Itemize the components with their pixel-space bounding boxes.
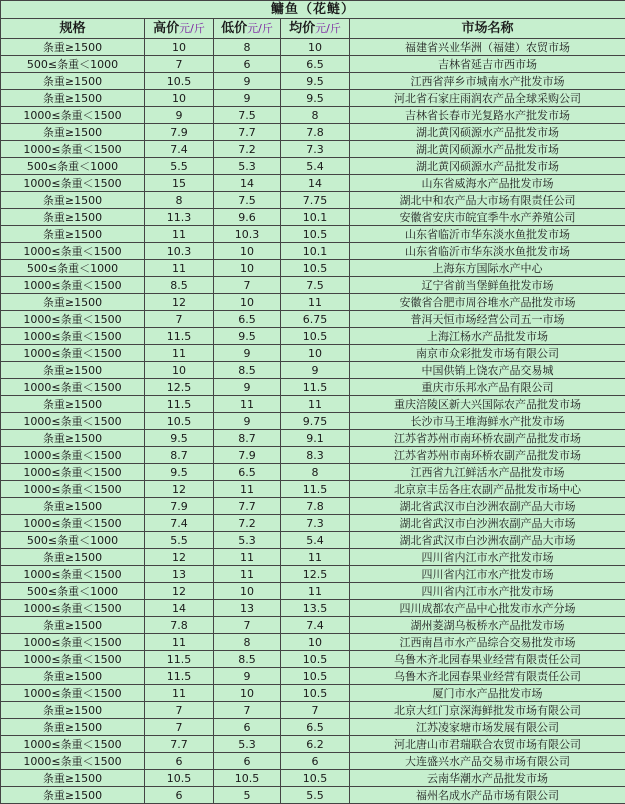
cell-low-price: 7: [214, 277, 281, 294]
table-row: [1, 260, 625, 277]
cell-market: 安徽省安庆市皖宜季牛水产养殖公司: [350, 209, 625, 226]
cell-market: 山东省威海水产品批发市场: [350, 175, 625, 192]
cell-avg-price: 11.5: [281, 481, 350, 498]
cell-market: 北京京丰岳各庄农副产品批发市场中心: [350, 481, 625, 498]
cell-spec: 1000≤条重＜1500: [1, 447, 145, 464]
cell-low-price: 11: [214, 566, 281, 583]
cell-avg-price: 7: [281, 702, 350, 719]
cell-market: 山东省临沂市华东淡水鱼批发市场: [350, 243, 625, 260]
table-row: [1, 328, 625, 345]
cell-high-price: 7: [145, 311, 214, 328]
cell-spec: 1000≤条重＜1500: [1, 685, 145, 702]
cell-high-price: 7: [145, 719, 214, 736]
cell-high-price: 8.5: [145, 277, 214, 294]
cell-low-price: 10: [214, 294, 281, 311]
cell-avg-price: 10.1: [281, 209, 350, 226]
cell-market: 福州名成水产品市场有限公司: [350, 787, 625, 804]
header-avg-price: [281, 19, 350, 39]
cell-spec: 条重≥1500: [1, 549, 145, 566]
header-market: 市场名称: [350, 19, 625, 39]
cell-market: 重庆市乐邦水产品有限公司: [350, 379, 625, 396]
title-row: [1, 1, 625, 19]
table-row: [1, 107, 625, 124]
cell-high-price: 11.5: [145, 396, 214, 413]
cell-spec: 条重≥1500: [1, 430, 145, 447]
table-row: [1, 175, 625, 192]
cell-high-price: 7.9: [145, 124, 214, 141]
cell-low-price: 10: [214, 243, 281, 260]
cell-market: 湖北省武汉市白沙洲农副产品大市场: [350, 532, 625, 549]
cell-spec: 1000≤条重＜1500: [1, 634, 145, 651]
cell-avg-price: 10.5: [281, 226, 350, 243]
cell-avg-price: 10: [281, 634, 350, 651]
cell-market: 大连盛兴水产品交易市场有限公司: [350, 753, 625, 770]
cell-low-price: 5: [214, 787, 281, 804]
cell-low-price: 7.5: [214, 192, 281, 209]
cell-market: 四川省内江市水产批发市场: [350, 566, 625, 583]
table-row: [1, 515, 625, 532]
cell-low-price: 9: [214, 379, 281, 396]
cell-avg-price: 6.2: [281, 736, 350, 753]
cell-market: 江西省九江鲜活水产品批发市场: [350, 464, 625, 481]
table-row: [1, 294, 625, 311]
table-row: [1, 90, 625, 107]
cell-spec: 1000≤条重＜1500: [1, 600, 145, 617]
cell-avg-price: 8: [281, 464, 350, 481]
cell-market: 云南华潮水产品批发市场: [350, 770, 625, 787]
cell-market: 河北唐山市君瑞联合农贸市场有限公司: [350, 736, 625, 753]
cell-low-price: 9.6: [214, 209, 281, 226]
cell-high-price: 10.5: [145, 73, 214, 90]
table-row: [1, 209, 625, 226]
cell-avg-price: 13.5: [281, 600, 350, 617]
cell-high-price: 13: [145, 566, 214, 583]
cell-market: 北京大红门京深海鲜批发市场有限公司: [350, 702, 625, 719]
cell-low-price: 11: [214, 481, 281, 498]
cell-avg-price: 7.4: [281, 617, 350, 634]
table-row: [1, 345, 625, 362]
cell-spec: 条重≥1500: [1, 362, 145, 379]
table-row: [1, 498, 625, 515]
cell-avg-price: 5.4: [281, 532, 350, 549]
header-high-unit: 元/斤: [179, 22, 205, 35]
header-low-price: [214, 19, 281, 39]
cell-low-price: 11: [214, 549, 281, 566]
table-row: [1, 719, 625, 736]
cell-high-price: 7: [145, 702, 214, 719]
cell-high-price: 12: [145, 583, 214, 600]
table-row: [1, 685, 625, 702]
cell-avg-price: 9: [281, 362, 350, 379]
cell-high-price: 7: [145, 56, 214, 73]
cell-avg-price: 7.3: [281, 141, 350, 158]
cell-avg-price: 8.3: [281, 447, 350, 464]
cell-spec: 条重≥1500: [1, 770, 145, 787]
cell-high-price: 7.7: [145, 736, 214, 753]
cell-low-price: 11: [214, 396, 281, 413]
cell-spec: 条重≥1500: [1, 39, 145, 56]
cell-market: 辽宁省前当堡鲜鱼批发市场: [350, 277, 625, 294]
cell-high-price: 5.5: [145, 532, 214, 549]
cell-low-price: 7.7: [214, 498, 281, 515]
cell-high-price: 10.5: [145, 413, 214, 430]
cell-low-price: 10.3: [214, 226, 281, 243]
cell-avg-price: 9.1: [281, 430, 350, 447]
cell-high-price: 9: [145, 107, 214, 124]
cell-low-price: 8: [214, 634, 281, 651]
table-row: [1, 583, 625, 600]
table-row: [1, 481, 625, 498]
cell-spec: 条重≥1500: [1, 396, 145, 413]
cell-market: 江西南昌市水产品综合交易批发市场: [350, 634, 625, 651]
cell-high-price: 12.5: [145, 379, 214, 396]
cell-market: 四川省内江市水产批发市场: [350, 583, 625, 600]
cell-spec: 1000≤条重＜1500: [1, 413, 145, 430]
cell-high-price: 10.5: [145, 770, 214, 787]
table-row: [1, 668, 625, 685]
cell-market: 湖北省武汉市白沙洲农副产品大市场: [350, 515, 625, 532]
cell-spec: 1000≤条重＜1500: [1, 243, 145, 260]
cell-high-price: 11: [145, 345, 214, 362]
cell-avg-price: 14: [281, 175, 350, 192]
cell-market: 上海江杨水产品批发市场: [350, 328, 625, 345]
cell-high-price: 11: [145, 226, 214, 243]
table-row: [1, 617, 625, 634]
cell-market: 湖北省武汉市白沙洲农副产品大市场: [350, 498, 625, 515]
table-row: [1, 566, 625, 583]
cell-market: 四川省内江市水产批发市场: [350, 549, 625, 566]
cell-low-price: 10: [214, 583, 281, 600]
cell-spec: 条重≥1500: [1, 294, 145, 311]
header-low-unit: 元/斤: [247, 22, 273, 35]
cell-spec: 1000≤条重＜1500: [1, 175, 145, 192]
cell-high-price: 11.5: [145, 651, 214, 668]
cell-market: 长沙市马王堆海鲜水产批发市场: [350, 413, 625, 430]
cell-low-price: 7.2: [214, 141, 281, 158]
cell-avg-price: 5.5: [281, 787, 350, 804]
cell-spec: 1000≤条重＜1500: [1, 141, 145, 158]
cell-high-price: 6: [145, 753, 214, 770]
cell-avg-price: 9.5: [281, 90, 350, 107]
cell-high-price: 10.3: [145, 243, 214, 260]
cell-low-price: 9: [214, 90, 281, 107]
cell-avg-price: 10.5: [281, 328, 350, 345]
cell-high-price: 7.4: [145, 515, 214, 532]
table-row: [1, 413, 625, 430]
table-row: [1, 634, 625, 651]
cell-avg-price: 7.8: [281, 498, 350, 515]
cell-avg-price: 10.5: [281, 651, 350, 668]
cell-high-price: 12: [145, 549, 214, 566]
table-row: [1, 651, 625, 668]
cell-high-price: 11.5: [145, 668, 214, 685]
cell-spec: 500≤条重＜1000: [1, 583, 145, 600]
cell-spec: 1000≤条重＜1500: [1, 753, 145, 770]
cell-avg-price: 11: [281, 294, 350, 311]
cell-spec: 1000≤条重＜1500: [1, 379, 145, 396]
cell-avg-price: 10.5: [281, 685, 350, 702]
cell-low-price: 9: [214, 413, 281, 430]
cell-spec: 500≤条重＜1000: [1, 158, 145, 175]
cell-high-price: 7.8: [145, 617, 214, 634]
cell-market: 重庆涪陵区新大兴国际农产品批发市场: [350, 396, 625, 413]
header-low-label: 低价: [221, 21, 248, 36]
cell-high-price: 8: [145, 192, 214, 209]
cell-high-price: 9.5: [145, 464, 214, 481]
cell-market: 江苏凌家塘市场发展有限公司: [350, 719, 625, 736]
cell-spec: 1000≤条重＜1500: [1, 328, 145, 345]
table-row: [1, 39, 625, 56]
cell-low-price: 7.7: [214, 124, 281, 141]
cell-low-price: 7.5: [214, 107, 281, 124]
cell-low-price: 7.2: [214, 515, 281, 532]
cell-spec: 条重≥1500: [1, 617, 145, 634]
cell-avg-price: 11: [281, 549, 350, 566]
cell-high-price: 11.5: [145, 328, 214, 345]
cell-avg-price: 11: [281, 583, 350, 600]
header-high-label: 高价: [153, 21, 180, 36]
cell-low-price: 7: [214, 702, 281, 719]
cell-high-price: 14: [145, 600, 214, 617]
cell-spec: 条重≥1500: [1, 719, 145, 736]
header-spec: 规格: [1, 19, 145, 39]
cell-market: 江苏省苏州市南环桥农副产品批发市场: [350, 430, 625, 447]
cell-low-price: 8: [214, 39, 281, 56]
cell-market: 河北省石家庄雨润农产品全球采购公司: [350, 90, 625, 107]
table-row: [1, 158, 625, 175]
cell-market: 湖北黄冈硕源水产品批发市场: [350, 158, 625, 175]
cell-avg-price: 6.5: [281, 719, 350, 736]
cell-low-price: 6: [214, 719, 281, 736]
cell-low-price: 9: [214, 73, 281, 90]
cell-high-price: 15: [145, 175, 214, 192]
cell-market: 南京市众彩批发市场有限公司: [350, 345, 625, 362]
cell-low-price: 8.7: [214, 430, 281, 447]
cell-spec: 1000≤条重＜1500: [1, 345, 145, 362]
cell-avg-price: 11: [281, 396, 350, 413]
cell-spec: 1000≤条重＜1500: [1, 515, 145, 532]
table-row: [1, 226, 625, 243]
cell-market: 吉林省延吉市西市场: [350, 56, 625, 73]
cell-low-price: 7: [214, 617, 281, 634]
cell-low-price: 6: [214, 56, 281, 73]
cell-low-price: 8.5: [214, 651, 281, 668]
table-row: [1, 447, 625, 464]
cell-low-price: 9.5: [214, 328, 281, 345]
cell-market: 普洱天恒市场经营公司五一市场: [350, 311, 625, 328]
cell-high-price: 9.5: [145, 430, 214, 447]
cell-market: 福建省兴业华洲（福建）农贸市场: [350, 39, 625, 56]
cell-low-price: 8.5: [214, 362, 281, 379]
cell-high-price: 10: [145, 362, 214, 379]
cell-avg-price: 7.3: [281, 515, 350, 532]
cell-low-price: 14: [214, 175, 281, 192]
cell-avg-price: 7.5: [281, 277, 350, 294]
cell-spec: 条重≥1500: [1, 209, 145, 226]
cell-avg-price: 6: [281, 753, 350, 770]
cell-avg-price: 10: [281, 345, 350, 362]
table-row: [1, 73, 625, 90]
header-avg-unit: 元/斤: [315, 22, 341, 35]
cell-market: 江西省萍乡市城南水产批发市场: [350, 73, 625, 90]
cell-high-price: 12: [145, 294, 214, 311]
cell-market: 四川成都农产品中心批发市水产分场: [350, 600, 625, 617]
cell-high-price: 6: [145, 787, 214, 804]
cell-low-price: 13: [214, 600, 281, 617]
cell-market: 湖北黄冈硕源水产品批发市场: [350, 124, 625, 141]
cell-high-price: 8.7: [145, 447, 214, 464]
cell-avg-price: 8: [281, 107, 350, 124]
cell-low-price: 10: [214, 260, 281, 277]
header-avg-label: 均价: [289, 21, 316, 36]
table-row: [1, 736, 625, 753]
cell-low-price: 10.5: [214, 770, 281, 787]
cell-spec: 1000≤条重＜1500: [1, 277, 145, 294]
cell-spec: 条重≥1500: [1, 124, 145, 141]
cell-spec: 条重≥1500: [1, 226, 145, 243]
table-row: [1, 753, 625, 770]
cell-market: 乌鲁木齐北园春果业经营有限责任公司: [350, 651, 625, 668]
cell-low-price: 9: [214, 345, 281, 362]
cell-avg-price: 7.75: [281, 192, 350, 209]
cell-spec: 条重≥1500: [1, 787, 145, 804]
cell-avg-price: 10: [281, 39, 350, 56]
table-row: [1, 770, 625, 787]
table-title: 鳙鱼（花鲢）: [1, 1, 625, 19]
cell-high-price: 7.4: [145, 141, 214, 158]
cell-market: 湖北中和农产品大市场有限责任公司: [350, 192, 625, 209]
cell-high-price: 12: [145, 481, 214, 498]
header-high-price: [145, 19, 214, 39]
table-row: [1, 430, 625, 447]
cell-low-price: 5.3: [214, 158, 281, 175]
cell-market: 上海东方国际水产中心: [350, 260, 625, 277]
cell-spec: 1000≤条重＜1500: [1, 464, 145, 481]
cell-high-price: 11.3: [145, 209, 214, 226]
table-row: [1, 549, 625, 566]
cell-spec: 条重≥1500: [1, 73, 145, 90]
table-row: [1, 702, 625, 719]
table-row: [1, 243, 625, 260]
table-row: [1, 379, 625, 396]
cell-high-price: 11: [145, 634, 214, 651]
table-row: [1, 464, 625, 481]
cell-avg-price: 6.5: [281, 56, 350, 73]
cell-high-price: 11: [145, 260, 214, 277]
cell-market: 江苏省苏州市南环桥农副产品批发市场: [350, 447, 625, 464]
cell-avg-price: 10.5: [281, 260, 350, 277]
table-row: [1, 396, 625, 413]
cell-spec: 条重≥1500: [1, 498, 145, 515]
cell-low-price: 6.5: [214, 464, 281, 481]
cell-high-price: 10: [145, 39, 214, 56]
cell-market: 湖北黄冈硕源水产品批发市场: [350, 141, 625, 158]
cell-market: 湖州菱湖乌板桥水产品批发市场: [350, 617, 625, 634]
cell-spec: 500≤条重＜1000: [1, 56, 145, 73]
cell-low-price: 6: [214, 753, 281, 770]
header-row: [1, 19, 625, 39]
cell-high-price: 10: [145, 90, 214, 107]
table-row: [1, 124, 625, 141]
cell-high-price: 11: [145, 685, 214, 702]
cell-spec: 1000≤条重＜1500: [1, 651, 145, 668]
cell-market: 吉林省长春市光复路水产批发市场: [350, 107, 625, 124]
cell-avg-price: 10.1: [281, 243, 350, 260]
cell-avg-price: 6.75: [281, 311, 350, 328]
table-row: [1, 532, 625, 549]
cell-low-price: 9: [214, 668, 281, 685]
cell-market: 山东省临沂市华东淡水鱼批发市场: [350, 226, 625, 243]
table-row: [1, 362, 625, 379]
cell-avg-price: 9.75: [281, 413, 350, 430]
cell-low-price: 5.3: [214, 532, 281, 549]
cell-low-price: 5.3: [214, 736, 281, 753]
cell-spec: 1000≤条重＜1500: [1, 107, 145, 124]
table-row: [1, 192, 625, 209]
cell-market: 乌鲁木齐北园春果业经营有限责任公司: [350, 668, 625, 685]
cell-market: 厦门市水产品批发市场: [350, 685, 625, 702]
cell-avg-price: 9.5: [281, 73, 350, 90]
cell-low-price: 10: [214, 685, 281, 702]
cell-avg-price: 11.5: [281, 379, 350, 396]
cell-spec: 条重≥1500: [1, 192, 145, 209]
cell-low-price: 6.5: [214, 311, 281, 328]
cell-spec: 1000≤条重＜1500: [1, 736, 145, 753]
cell-high-price: 7.9: [145, 498, 214, 515]
cell-spec: 条重≥1500: [1, 668, 145, 685]
cell-spec: 条重≥1500: [1, 702, 145, 719]
table-row: [1, 277, 625, 294]
table-row: [1, 56, 625, 73]
cell-avg-price: 10.5: [281, 668, 350, 685]
cell-low-price: 7.9: [214, 447, 281, 464]
cell-avg-price: 7.8: [281, 124, 350, 141]
cell-market: 安徽省合肥市周谷堆水产品批发市场: [350, 294, 625, 311]
cell-spec: 1000≤条重＜1500: [1, 311, 145, 328]
cell-avg-price: 12.5: [281, 566, 350, 583]
table-row: [1, 787, 625, 804]
table-row: [1, 311, 625, 328]
cell-high-price: 5.5: [145, 158, 214, 175]
cell-avg-price: 5.4: [281, 158, 350, 175]
cell-avg-price: 10.5: [281, 770, 350, 787]
cell-spec: 500≤条重＜1000: [1, 260, 145, 277]
cell-spec: 1000≤条重＜1500: [1, 566, 145, 583]
cell-market: 中国供销上饶农产品交易城: [350, 362, 625, 379]
cell-spec: 1000≤条重＜1500: [1, 481, 145, 498]
cell-spec: 500≤条重＜1000: [1, 532, 145, 549]
table-row: [1, 600, 625, 617]
cell-spec: 条重≥1500: [1, 90, 145, 107]
table-row: [1, 141, 625, 158]
